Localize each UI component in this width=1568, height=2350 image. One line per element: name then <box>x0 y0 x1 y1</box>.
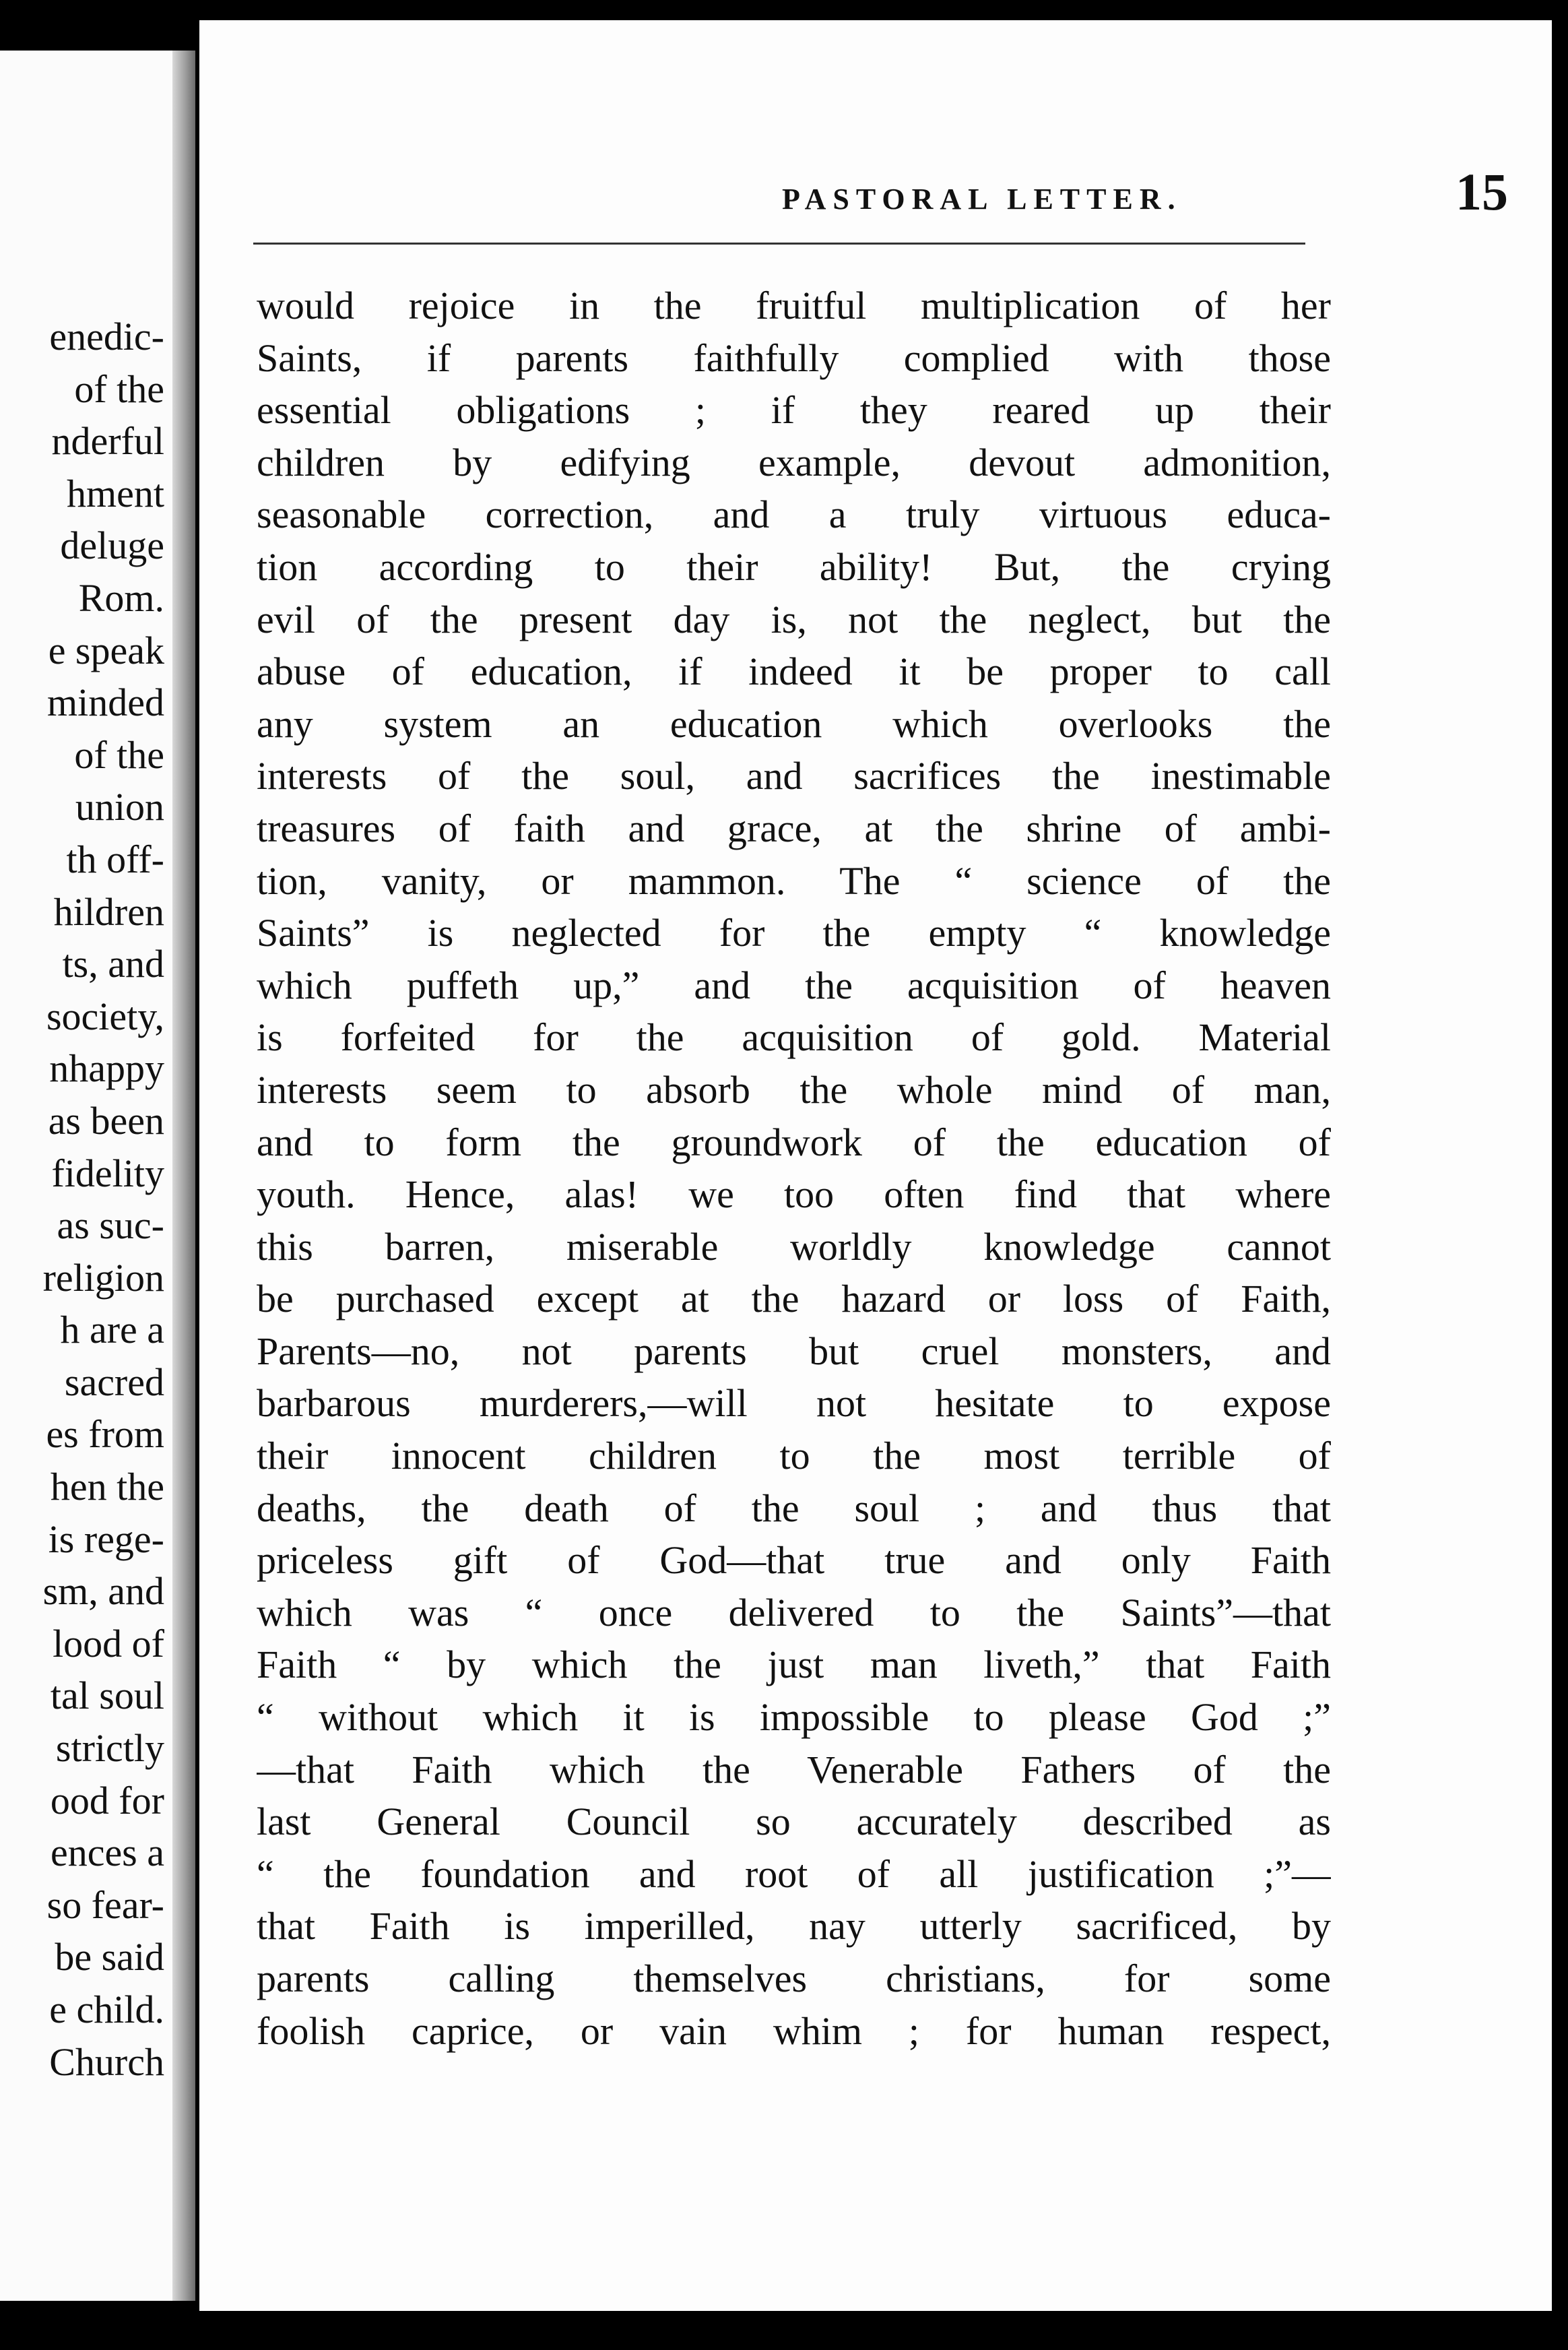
text-line: Parents—no, not parents but cruel monsters, and <box>257 1329 1331 1373</box>
text-line: children by edifying example, devout admonition, <box>257 440 1331 484</box>
book-gutter <box>172 51 195 2301</box>
left-text-line: religion <box>42 1255 164 1300</box>
left-text-line: ts, and <box>62 942 164 986</box>
text-line: this barren, miserable worldly knowledge cannot <box>257 1224 1331 1269</box>
text-line: which puffeth up,” and the acquisition of heaven <box>257 963 1331 1007</box>
left-text-line: so fear- <box>46 1882 164 1927</box>
text-line: is forfeited for the acquisition of gold. Material <box>257 1015 1331 1060</box>
body-text <box>257 280 1331 2057</box>
left-page-text <box>3 311 164 2088</box>
text-line: and to form the groundwork of the education of <box>257 1120 1331 1164</box>
text-line: parents calling themselves christians, for some <box>257 1957 1331 2000</box>
left-text-line: tal soul <box>50 1674 164 1718</box>
header-rule <box>253 243 1305 245</box>
left-text-line: hen the <box>50 1465 164 1509</box>
text-line: tion, vanity, or mammon. The “ science of the <box>257 858 1331 903</box>
left-text-line: Rom. <box>78 575 164 620</box>
text-line: youth. Hence, alas! we too often find that where <box>257 1172 1331 1217</box>
text-line: Saints” is neglected for the empty “ knowledge <box>257 911 1331 955</box>
text-line: last General Council so accurately described as <box>257 1800 1331 1844</box>
left-text-line: enedic- <box>49 315 164 358</box>
left-text-line: sm, and <box>42 1569 164 1614</box>
text-line: seasonable correction, and a truly virtuous educa- <box>257 493 1331 537</box>
text-line: Faith “ by which the just man liveth,” that Faith <box>257 1643 1331 1687</box>
text-line: “ the foundation and root of all justification ;”— <box>257 1851 1331 1896</box>
text-line: abuse of education, if indeed it be proper to call <box>257 649 1331 694</box>
running-title: PASTORAL LETTER. <box>782 183 1182 216</box>
left-text-line: of the <box>74 367 164 411</box>
left-text-line: deluge <box>60 523 164 568</box>
text-line: interests seem to absorb the whole mind of man, <box>257 1067 1331 1112</box>
left-text-line: minded <box>47 680 164 725</box>
left-text-line: as suc- <box>57 1203 164 1248</box>
left-text-line: nderful <box>51 419 164 464</box>
left-text-line: hildren <box>53 889 164 934</box>
text-line: interests of the soul, and sacrifices the inestimable <box>257 754 1331 798</box>
text-line: essential obligations ; if they reared up their <box>257 388 1331 433</box>
left-text-line: is rege- <box>48 1517 164 1561</box>
left-text-line: sacred <box>64 1360 164 1404</box>
page-number: 15 <box>1456 162 1508 221</box>
left-text-line: be said <box>55 1935 164 1979</box>
left-text-line: hment <box>67 471 164 515</box>
text-line: any system an education which overlooks the <box>257 701 1331 746</box>
left-text-line: of the <box>74 732 164 777</box>
text-line: treasures of faith and grace, at the shrine of ambi- <box>257 806 1331 850</box>
text-line: would rejoice in the fruitful multiplication of her <box>257 284 1331 327</box>
left-text-line: e speak <box>48 628 164 672</box>
page-header <box>573 162 1543 243</box>
left-text-line: ences a <box>50 1831 164 1875</box>
text-line: priceless gift of God—that true and only Faith <box>257 1538 1331 1583</box>
left-text-line: lood of <box>53 1621 164 1665</box>
left-text-line: ood for <box>50 1778 164 1822</box>
text-line: evil of the present day is, not the neglect, but the <box>257 597 1331 641</box>
text-line: —that Faith which the Venerable Fathers of the <box>257 1747 1331 1791</box>
left-text-line: fidelity <box>51 1151 164 1195</box>
text-line: “ without which it is impossible to please God ;” <box>257 1695 1331 1740</box>
text-line: foolish caprice, or vain whim ; for human respect, <box>257 2008 1331 2053</box>
left-text-line: e child. <box>49 1988 164 2031</box>
text-line: their innocent children to the most terrible of <box>257 1434 1331 1478</box>
left-text-line: h are a <box>60 1308 164 1352</box>
left-text-line: es from <box>46 1412 164 1457</box>
left-text-line: society, <box>46 994 164 1038</box>
left-text-line: Church <box>49 2039 164 2084</box>
text-line: Saints, if parents faithfully complied with those <box>257 336 1331 380</box>
left-text-line: as been <box>48 1098 164 1143</box>
text-line: be purchased except at the hazard or loss of Faith, <box>257 1277 1331 1321</box>
left-text-line: strictly <box>55 1726 164 1771</box>
right-page <box>199 20 1552 2311</box>
text-line: that Faith is imperilled, nay utterly sacrificed, by <box>257 1904 1331 1948</box>
text-line: barbarous murderers,—will not hesitate to expose <box>257 1381 1331 1426</box>
text-line: deaths, the death of the soul ; and thus that <box>257 1486 1331 1530</box>
text-line: tion according to their ability! But, the crying <box>257 544 1331 589</box>
text-line: which was “ once delivered to the Saints”—that <box>257 1590 1331 1634</box>
left-text-line: nhappy <box>49 1046 164 1091</box>
left-text-line: union <box>75 785 164 829</box>
left-text-line: th off- <box>66 837 164 881</box>
left-page-fragment <box>0 51 195 2301</box>
